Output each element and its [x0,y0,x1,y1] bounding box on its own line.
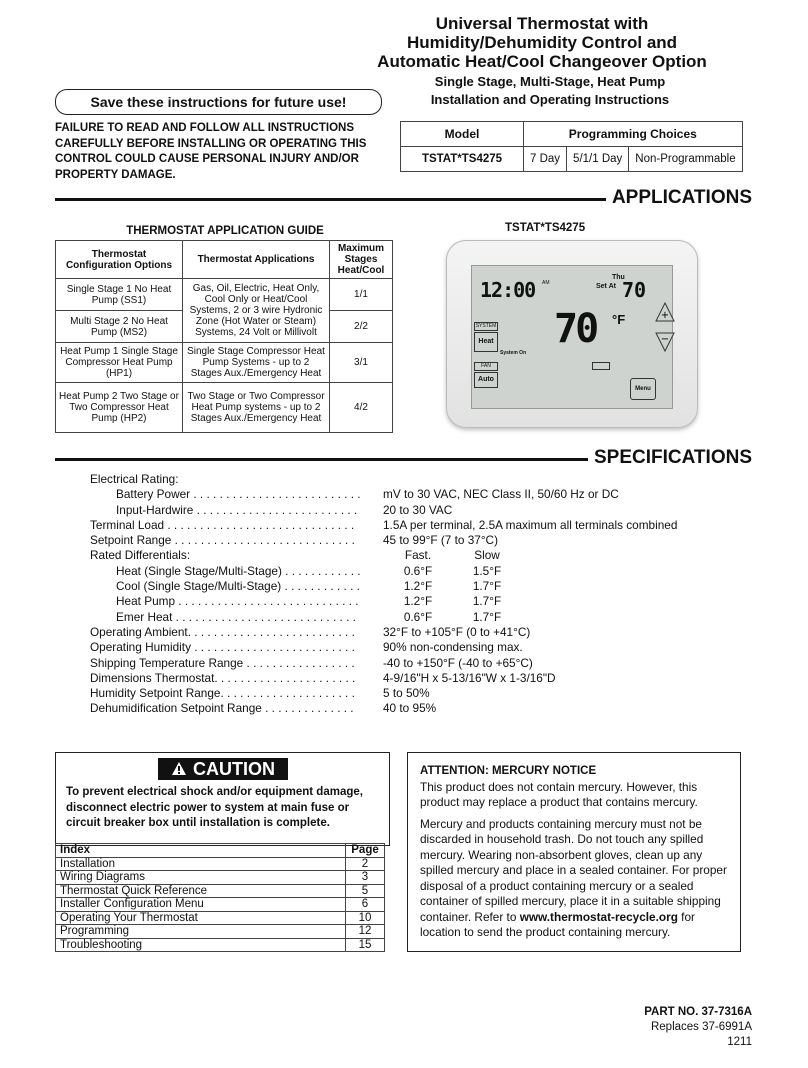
spec-row: Operating Humidity . . . . . . . . . . . . . . . . . . . . . . . . . 90% non-condensing max. [90,640,523,655]
guide-config-ms2: Multi Stage 2 No Heat Pump (MS2) [56,311,183,343]
system-on-status: System On [500,350,527,356]
spec-row: Dimensions Thermostat. . . . . . . . . . . . . . . . . . . . . . 4-9/16"H x 5-13/16"W x 1-3/16"D [90,670,556,685]
mercury-title: ATTENTION: MERCURY NOTICE [420,765,597,777]
index-row: Troubleshooting 15 [56,938,385,952]
screen-time: 12:00 [480,278,536,302]
model-table [400,121,743,172]
mercury-notice [407,752,741,952]
index-link-quick-reference[interactable]: Thermostat Quick Reference [56,884,346,898]
document-title: Universal Thermostat with Humidity/Dehumidity Control and Automatic Heat/Cool Changeover Option [377,14,707,71]
recycle-link[interactable]: www.thermostat-recycle.org [519,909,678,924]
up-arrow-icon[interactable] [655,302,675,322]
screen-temperature: 70 [554,306,597,352]
document-subtitle: Single Stage, Multi-Stage, Heat Pump Installation and Operating Instructions [430,74,670,107]
choice-7day: 7 Day [524,147,567,172]
guide-stages-hp1: 3/1 [330,343,393,383]
part-number: PART NO. 37-7316A [644,1006,752,1018]
revision-date: 1211 [727,1036,752,1048]
spec-row: Operating Ambient. . . . . . . . . . . . . . . . . . . . . . . . . . 32°F to +105°F (0 to +41°C) [90,624,531,639]
system-button[interactable]: SYSTEM [475,323,497,329]
screen-set-at: 70 [622,278,647,302]
index-link-wiring[interactable]: Wiring Diagrams [56,871,346,885]
choice-511day: 5/1/1 Day [567,147,629,172]
mercury-paragraph-1: This product does not contain mercury. However, this product may replace a product that contains mercury. [420,779,698,809]
guide-header-config: Thermostat Configuration Options [56,241,183,279]
save-instructions-notice: Save these instructions for future use! [55,89,382,115]
index-row: Programming 12 [56,925,385,939]
index-table [55,843,385,952]
index-link-programming[interactable]: Programming [56,925,346,939]
part-number-block [644,1005,752,1050]
screen-unit: °F [612,312,626,327]
applications-rule [55,198,635,201]
programming-choices-header: Programming Choices [524,122,743,147]
spec-row: Battery Power . . . . . . . . . . . . . . . . . . . . . . . . . . mV to 30 VAC, NEC Class II, 50/60 Hz or DC [116,487,619,502]
model-header: Model [401,122,524,147]
warning-triangle-icon [171,759,187,781]
failure-warning: FAILURE TO READ AND FOLLOW ALL INSTRUCTIONS CAREFULLY BEFORE INSTALLING OR OPERATING THIS CONTROL COULD CAUSE PERSONAL INJURY AND/OR PROPERTY DAMAGE. [55,122,367,181]
index-link-installation[interactable]: Installation [56,857,346,871]
guide-config-hp2: Heat Pump 2 Two Stage or Two Compressor Heat Pump (HP2) [56,383,183,433]
mercury-paragraph-2: Mercury and products containing mercury must not be discarded in household trash. Do not touch any spilled mercury. Wearing non-absorbent gloves, clean up any spilled mercury and place in a sealed container. For proper disposal of a product containing mercury or a sealed container of spilled mercury, place it in a suitable shipping container. Refer to www.thermostat-recycle.org for location to send the product containing mercury. [420,816,727,939]
battery-icon [592,362,610,370]
thermostat-model-label: TSTAT*TS4275 [505,222,586,234]
guide-config-hp1: Heat Pump 1 Single Stage Compressor Heat Pump (HP1) [56,343,183,383]
index-link-installer-menu[interactable]: Installer Configuration Menu [56,898,346,912]
page-header: Page [346,844,385,858]
application-guide-table [55,240,393,433]
spec-row: Cool (Single Stage/Multi-Stage) . . . . . . . . . . . . 1.2°F 1.7°F [116,579,502,594]
index-row: Wiring Diagrams 3 [56,871,385,885]
index-row: Thermostat Quick Reference 5 [56,884,385,898]
spec-row: Terminal Load . . . . . . . . . . . . . . . . . . . . . . . . . . . . . 1.5A per terminal, 2.5A maximum all terminals combined [90,517,678,532]
guide-config-ss1: Single Stage 1 No Heat Pump (SS1) [56,279,183,311]
screen-set-at-label: Set At [596,283,616,290]
model-value: TSTAT*TS4275 [401,147,524,172]
fan-button[interactable]: FAN [474,362,498,371]
choice-nonprog: Non-Programmable [629,147,742,172]
spec-row: Setpoint Range . . . . . . . . . . . . . . . . . . . . . . . . . . . . 45 to 99°F (7 to 37°C) [90,533,499,548]
caution-text: To prevent electrical shock and/or equipment damage, disconnect electric power to system at main fuse or circuit breaker box until installation is complete. [66,786,363,829]
screen-day: Thu [612,274,625,281]
thermostat-screen [471,265,673,409]
spec-row: Electrical Rating: [90,472,179,486]
spec-row: Rated Differentials: Fast. Slow [90,548,500,563]
spec-row: Input-Hardwire . . . . . . . . . . . . . . . . . . . . . . . . . 20 to 30 VAC [116,502,453,517]
svg-text:−: − [660,334,670,345]
auto-fan-button[interactable]: Auto [474,372,498,388]
index-link-operating[interactable]: Operating Your Thermostat [56,911,346,925]
down-arrow-icon[interactable] [655,332,675,352]
index-link-troubleshooting[interactable]: Troubleshooting [56,938,346,952]
guide-stages-hp2: 4/2 [330,383,393,433]
screen-ampm: AM [542,280,550,286]
spec-row: Heat Pump . . . . . . . . . . . . . . . . . . . . . . . . . . . . 1.2°F 1.7°F [116,594,502,609]
index-header: Index [56,844,346,858]
spec-row: Heat (Single Stage/Multi-Stage) . . . . . . . . . . . . 0.6°F 1.5°F [116,563,502,578]
menu-button[interactable]: Menu [630,378,656,400]
spec-row: Shipping Temperature Range . . . . . . . . . . . . . . . . . -40 to +150°F (-40 to +65°C) [90,655,533,670]
index-row: Installation 2 [56,857,385,871]
guide-app-hp2: Two Stage or Two Compressor Heat Pump systems - up to 2 Stages Aux./Emergency Heat [183,383,330,433]
heat-mode-button[interactable]: Heat [474,332,498,352]
guide-app-hp1: Single Stage Compressor Heat Pump Systems - up to 2 Stages Aux./Emergency Heat [183,343,330,383]
spec-row: Humidity Setpoint Range. . . . . . . . . . . . . . . . . . . . . 5 to 50% [90,686,430,701]
spec-row: Emer Heat . . . . . . . . . . . . . . . . . . . . . . . . . . . . 0.6°F 1.7°F [116,609,502,624]
guide-header-stages: Maximum Stages Heat/Cool [330,241,393,279]
guide-title: THERMOSTAT APPLICATION GUIDE [126,225,324,237]
replaces-number: Replaces 37-6991A [650,1021,752,1033]
guide-stages-ss1: 1/1 [330,279,393,311]
caution-title: CAUTION [158,758,288,780]
caution-box [55,752,390,846]
guide-header-apps: Thermostat Applications [183,241,330,279]
applications-heading: APPLICATIONS [606,187,752,209]
specifications-list [90,472,730,717]
spec-row: Dehumidification Setpoint Range . . . . . . . . . . . . . . 40 to 95% [90,701,437,716]
specifications-rule [55,458,655,461]
specifications-heading: SPECIFICATIONS [588,447,752,469]
index-row: Operating Your Thermostat 10 [56,911,385,925]
svg-text:+: + [660,310,670,321]
guide-app-shared: Gas, Oil, Electric, Heat Only, Cool Only or Heat/Cool Systems, 2 or 3 wire Hydronic Zone (Hot Water or Steam) Systems, 24 Volt or Millivolt [183,279,330,343]
guide-stages-ms2: 2/2 [330,311,393,343]
thermostat-illustration [446,240,698,428]
index-row: Installer Configuration Menu 6 [56,898,385,912]
